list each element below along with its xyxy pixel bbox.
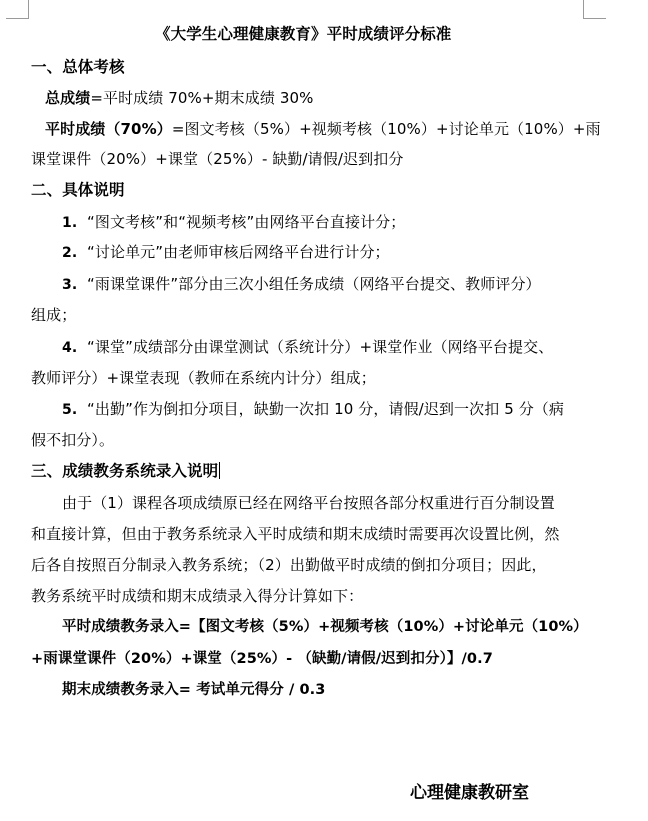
regular-score-label: 平时成绩（70%） (45, 120, 172, 138)
list-item-4 (62, 337, 553, 358)
list-item-number: 4. (62, 340, 78, 356)
section1-heading: 一、总体考核 (31, 58, 125, 76)
list-item-number: 5. (62, 402, 78, 418)
page-corner-mark-left (6, 0, 29, 19)
list-item-text: “图文考核”和“视频考核”由网络平台直接计分； (87, 213, 406, 231)
total-score-label: 总成绩 (45, 89, 91, 107)
regular-score-formula-b: 课堂课件（20%）+课堂（25%）- 缺勤/请假/迟到扣分 (31, 150, 404, 168)
list-item-text: “讨论单元”由老师审核后网络平台进行计分； (87, 243, 390, 261)
list-item-4-continued: 教师评分）+课堂表现（教师在系统内计分）组成； (31, 369, 376, 387)
list-item-number: 3. (62, 277, 78, 293)
department-signature: 心理健康教研室 (410, 783, 529, 803)
paragraph-line-1: 由于（1）课程各项成绩原已经在网络平台按照各部分权重进行百分制设置 (62, 494, 555, 512)
list-item-text: “出勤”作为倒扣分项目，缺勤一次扣 10 分，请假/迟到一次扣 5 分（病 (87, 400, 565, 418)
paragraph-line-3: 后各自按照百分制录入教务系统；（2）出勤做平时成绩的倒扣分项目；因此， (31, 556, 547, 574)
list-item-5 (62, 399, 564, 420)
final-entry-formula: 期末成绩教务录入= 考试单元得分 / 0.3 (62, 682, 326, 698)
document-title: 《大学生心理健康教育》平时成绩评分标准 (155, 25, 452, 43)
total-score-formula: =平时成绩 70%+期末成绩 30% (90, 89, 314, 107)
list-item-text: “课堂”成绩部分由课堂测试（系统计分）+课堂作业（网络平台提交、 (87, 338, 554, 356)
list-item-1 (62, 212, 405, 233)
paragraph-line-4: 教务系统平时成绩和期末成绩录入得分计算如下： (31, 587, 364, 605)
paragraph-line-2: 和直接计算，但由于教务系统录入平时成绩和期末成绩时需要再次设置比例，然 (31, 525, 560, 543)
list-item-3 (62, 274, 541, 295)
list-item-number: 1. (62, 215, 78, 231)
regular-score-formula-a: =图文考核（5%）+视频考核（10%）+讨论单元（10%）+雨 (171, 120, 601, 138)
list-item-text: “雨课堂课件”部分由三次小组任务成绩（网络平台提交、教师评分） (87, 275, 541, 293)
text-cursor (219, 462, 220, 479)
regular-score-line (45, 119, 601, 139)
list-item-3-continued: 组成； (31, 306, 77, 324)
total-score-line (45, 88, 313, 108)
regular-entry-formula-line-1: 平时成绩教务录入=【图文考核（5%）+视频考核（10%）+讨论单元（10%） (62, 619, 588, 635)
section3-heading (31, 461, 220, 481)
section3-heading-text: 三、成绩教务系统录入说明 (31, 462, 219, 480)
list-item-2 (62, 242, 390, 263)
regular-entry-formula-line-2: +雨课堂课件（20%）+课堂（25%）- （缺勤/请假/迟到扣分）】/0.7 (31, 651, 493, 667)
list-item-5-continued: 假不扣分）。 (31, 431, 115, 449)
page-corner-mark-right (583, 0, 606, 19)
section2-heading: 二、具体说明 (31, 181, 125, 199)
list-item-number: 2. (62, 245, 78, 261)
